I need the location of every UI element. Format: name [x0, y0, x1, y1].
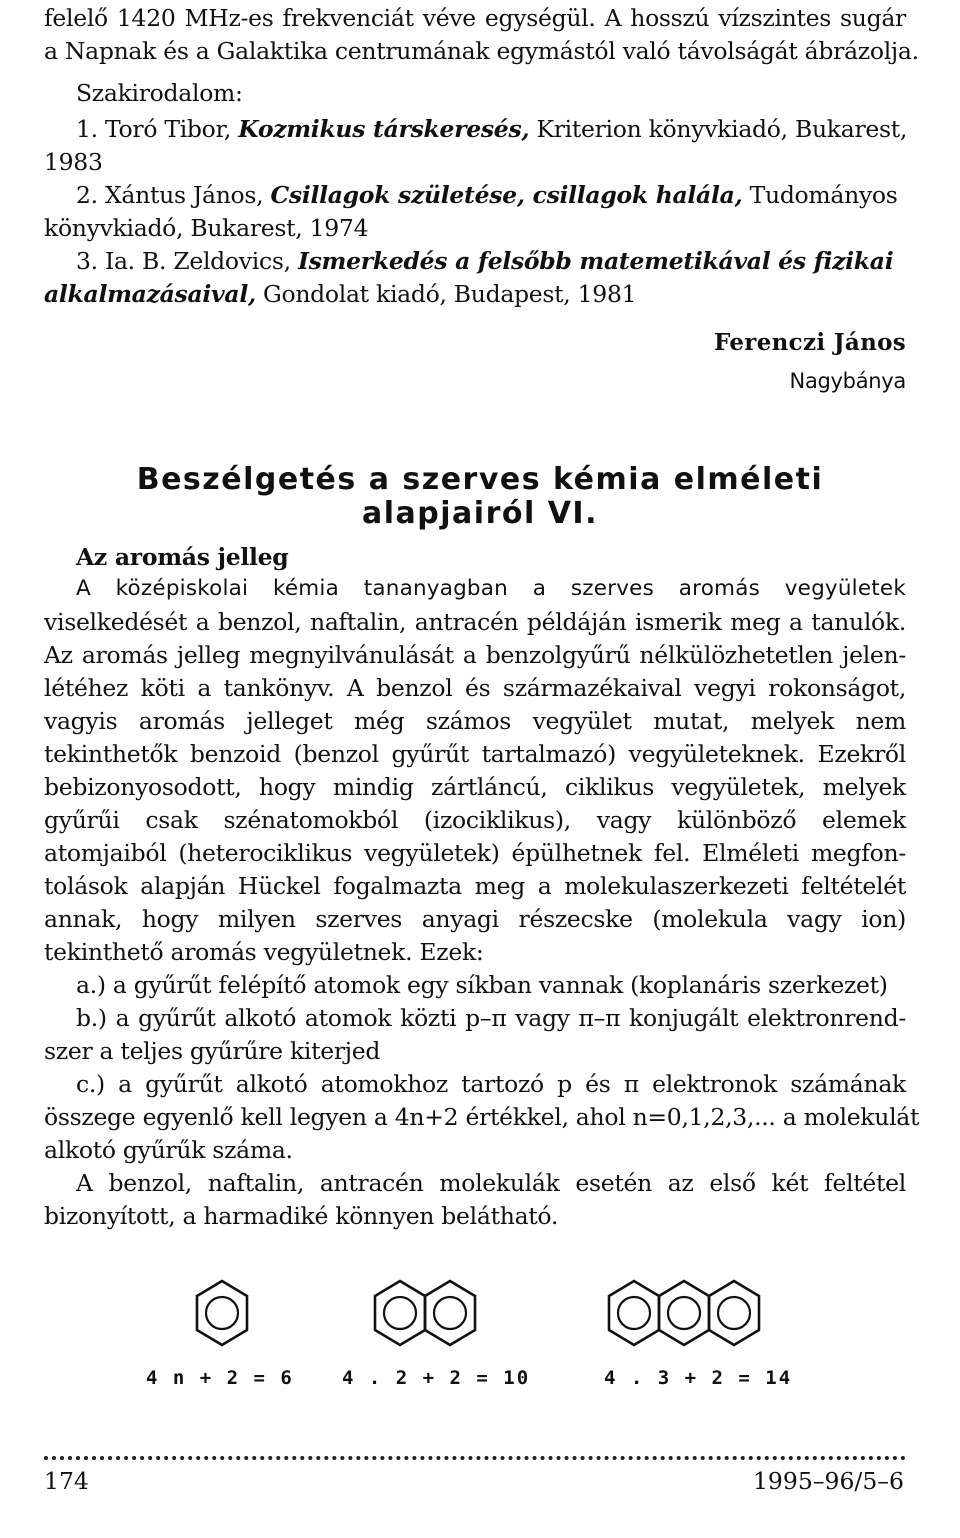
literature-heading: Szakirodalom: — [76, 79, 243, 107]
page-number: 174 — [44, 1467, 89, 1495]
closing-line: bizonyított, a harmadiké könnyen belátható. — [44, 1202, 559, 1230]
paragraph-line: vagyis aromás jelleget még számos vegyület mutat, melyek nem — [44, 707, 906, 735]
closing-line: A benzol, naftalin, antracén molekulák esetén az első két feltétel — [76, 1169, 906, 1197]
paragraph-line: viselkedését a benzol, naftalin, antracén példáján ismerik meg a tanulók. — [44, 608, 906, 636]
issue-number: 1995–96/5–6 — [752, 1467, 904, 1495]
reference-2-cont: könyvkiadó, Bukarest, 1974 — [44, 214, 369, 242]
condition-b: b.) a gyűrűt alkotó atomok közti p–π vagy π–π konjugált elektronrend- — [76, 1004, 906, 1032]
reference-1-cont: 1983 — [44, 148, 103, 176]
author-location: Nagybánya — [789, 369, 906, 393]
paragraph-line: Az aromás jelleg megnyilvánulását a benzolgyűrű nélkülözhetetlen jelen- — [44, 641, 906, 669]
paragraph-line: gyűrűi csak szénatomokból (izociklikus), vagy különböző elemek — [44, 806, 906, 834]
equation-naphthalene: 4 . 2 + 2 = 10 — [342, 1367, 531, 1389]
condition-a: a.) a gyűrűt felépítő atomok egy síkban vannak (koplanáris szerkezet) — [76, 971, 888, 999]
paragraph-line: atomjaiból (heterociklikus vegyületek) épülhetnek fel. Elméleti megfon- — [44, 839, 906, 867]
paragraph-line: bebizonyosodott, hogy mindig zártláncú, ciklikus vegyületek, melyek — [44, 773, 906, 801]
article-title-line-1: Beszélgetés a szerves kémia elméleti — [136, 462, 824, 497]
paragraph-line: tolások alapján Hückel fogalmazta meg a molekulaszerkezeti feltételét — [44, 872, 906, 900]
anthracene-rings-icon — [604, 1278, 764, 1348]
paragraph-line: A középiskolai kémia tananyagban a szerves aromás vegyületek — [76, 576, 906, 601]
benzene-ring-icon — [192, 1278, 252, 1348]
text-line: a Napnak és a Galaktika centrumának egymástól való távolságát ábrázolja. — [44, 37, 919, 65]
equation-anthracene: 4 . 3 + 2 = 14 — [604, 1367, 793, 1389]
condition-c-cont: alkotó gyűrűk száma. — [44, 1136, 293, 1164]
condition-c-cont: összege egyenlő kell legyen a 4n+2 értékkel, ahol n=0,1,2,3,... a molekulát — [44, 1103, 920, 1131]
condition-c: c.) a gyűrűt alkotó atomokhoz tartozó p és π elektronok számának — [76, 1070, 906, 1098]
reference-1: 1. Toró Tibor, Kozmikus társkeresés, Kriterion könyvkiadó, Bukarest, — [76, 115, 908, 143]
section-subheading: Az aromás jelleg — [76, 543, 289, 571]
text-line: felelő 1420 MHz-es frekvenciát véve egységül. A hosszú vízszintes sugár — [44, 4, 906, 32]
paragraph-line: tekinthetők benzoid (benzol gyűrűt tartalmazó) vegyületeknek. Ezekről — [44, 740, 906, 768]
footer-divider — [44, 1456, 906, 1460]
equation-benzene: 4 n + 2 = 6 — [146, 1367, 294, 1389]
article-author: Ferenczi János — [714, 329, 906, 356]
paragraph-line: tekinthető aromás vegyületnek. Ezek: — [44, 938, 484, 966]
reference-2: 2. Xántus János, Csillagok születése, csillagok halála, Tudományos — [76, 181, 898, 209]
article-title-line-2: alapjairól VI. — [362, 496, 598, 531]
paragraph-line: annak, hogy milyen szerves anyagi részecske (molekula vagy ion) — [44, 905, 906, 933]
naphthalene-rings-icon — [370, 1278, 480, 1348]
paragraph-line: létéhez köti a tankönyv. A benzol és származékaival vegyi rokonságot, — [44, 674, 906, 702]
reference-3-cont: alkalmazásaival, Gondolat kiadó, Budapest, 1981 — [44, 280, 637, 308]
condition-b-cont: szer a teljes gyűrűre kiterjed — [44, 1037, 381, 1065]
reference-3: 3. Ia. B. Zeldovics, Ismerkedés a felsőbb matemetikával és fizikai — [76, 247, 894, 275]
